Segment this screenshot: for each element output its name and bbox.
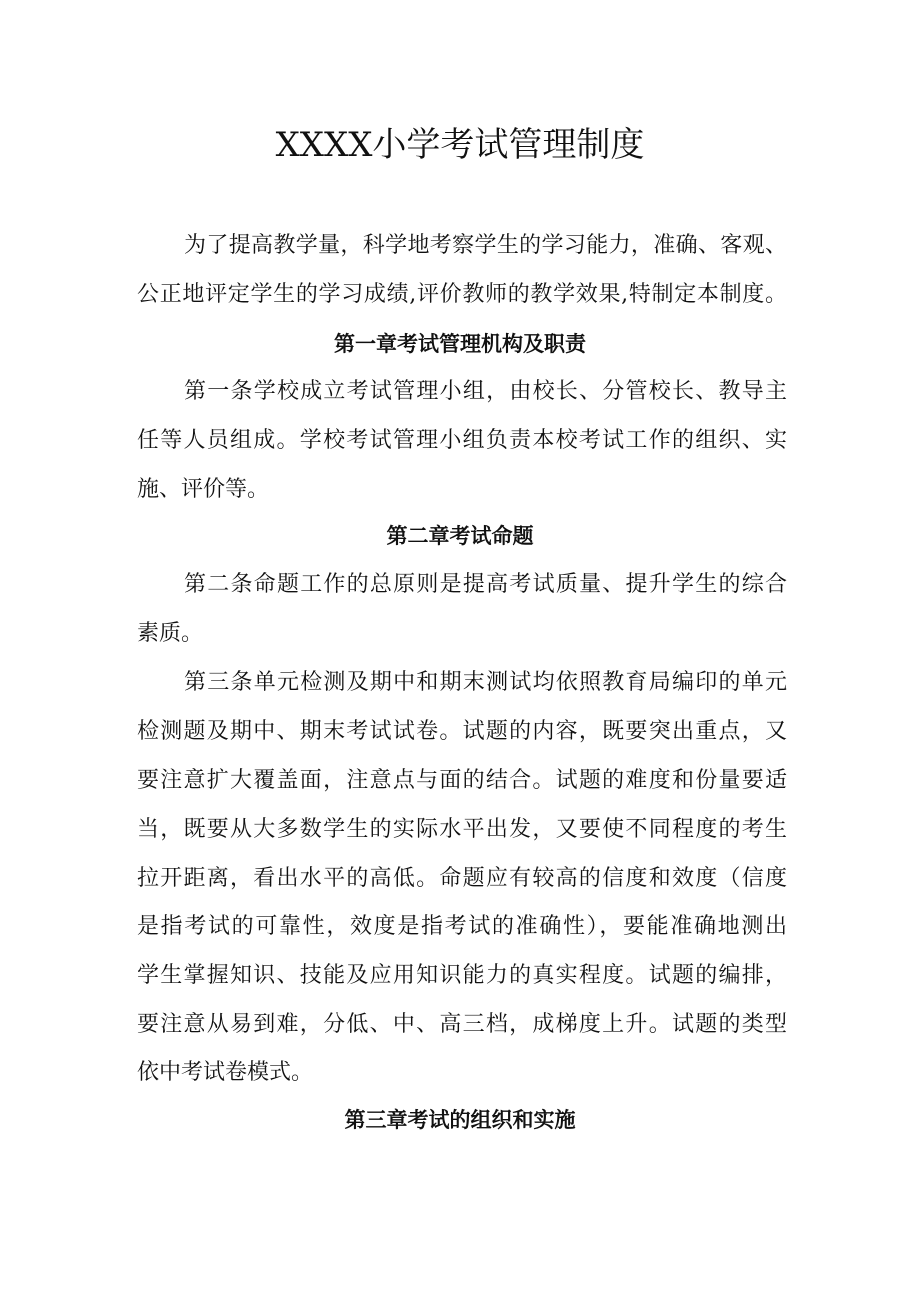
article-2-line-2: 素质。 [137,621,204,646]
intro-line-2: 公正地评定学生的学习成绩,评价教师的教学效果,特制定本制度。 [137,282,787,307]
article-1-line-3: 施、评价等。 [137,477,270,502]
article-3-line-3: 要注意扩大覆盖面，注意点与面的结合。试题的难度和份量要适 [137,768,787,793]
article-3-line-7: 学生掌握知识、技能及应用知识能力的真实程度。试题的编排， [137,963,787,988]
article-3-line-1: 第三条单元检测及期中和期末测试均依照教育局编印的单元 [184,670,787,695]
document-title: XXXX小学考试管理制度 [275,125,645,165]
chapter-3-heading: 第三章考试的组织和实施 [344,1108,576,1132]
chapter-2-heading: 第二章考试命题 [386,524,534,548]
article-3-line-5: 拉开距离，看出水平的高低。命题应有较高的信度和效度（信度 [137,866,787,891]
intro-line-1: 为了提高教学量，科学地考察学生的学习能力，准确、客观、 [184,233,787,258]
article-3-line-9: 依中考试卷模式。 [137,1060,314,1085]
article-3-line-8: 要注意从易到难，分低、中、高三档，成梯度上升。试题的类型 [137,1012,787,1037]
article-2-line-1: 第二条命题工作的总原则是提高考试质量、提升学生的综合 [184,572,787,597]
article-1-line-2: 任等人员组成。学校考试管理小组负责本校考试工作的组织、实 [137,428,787,453]
article-1-line-1: 第一条学校成立考试管理小组，由校长、分管校长、教导主 [184,379,787,404]
article-3-line-2: 检测题及期中、期末考试试卷。试题的内容，既要突出重点，又 [137,719,787,744]
article-3-line-6: 是指考试的可靠性，效度是指考试的准确性），要能准确地测出 [137,914,787,939]
article-3-line-4: 当，既要从大多数学生的实际水平出发，又要使不同程度的考生 [137,817,787,842]
chapter-1-heading: 第一章考试管理机构及职责 [334,332,586,356]
